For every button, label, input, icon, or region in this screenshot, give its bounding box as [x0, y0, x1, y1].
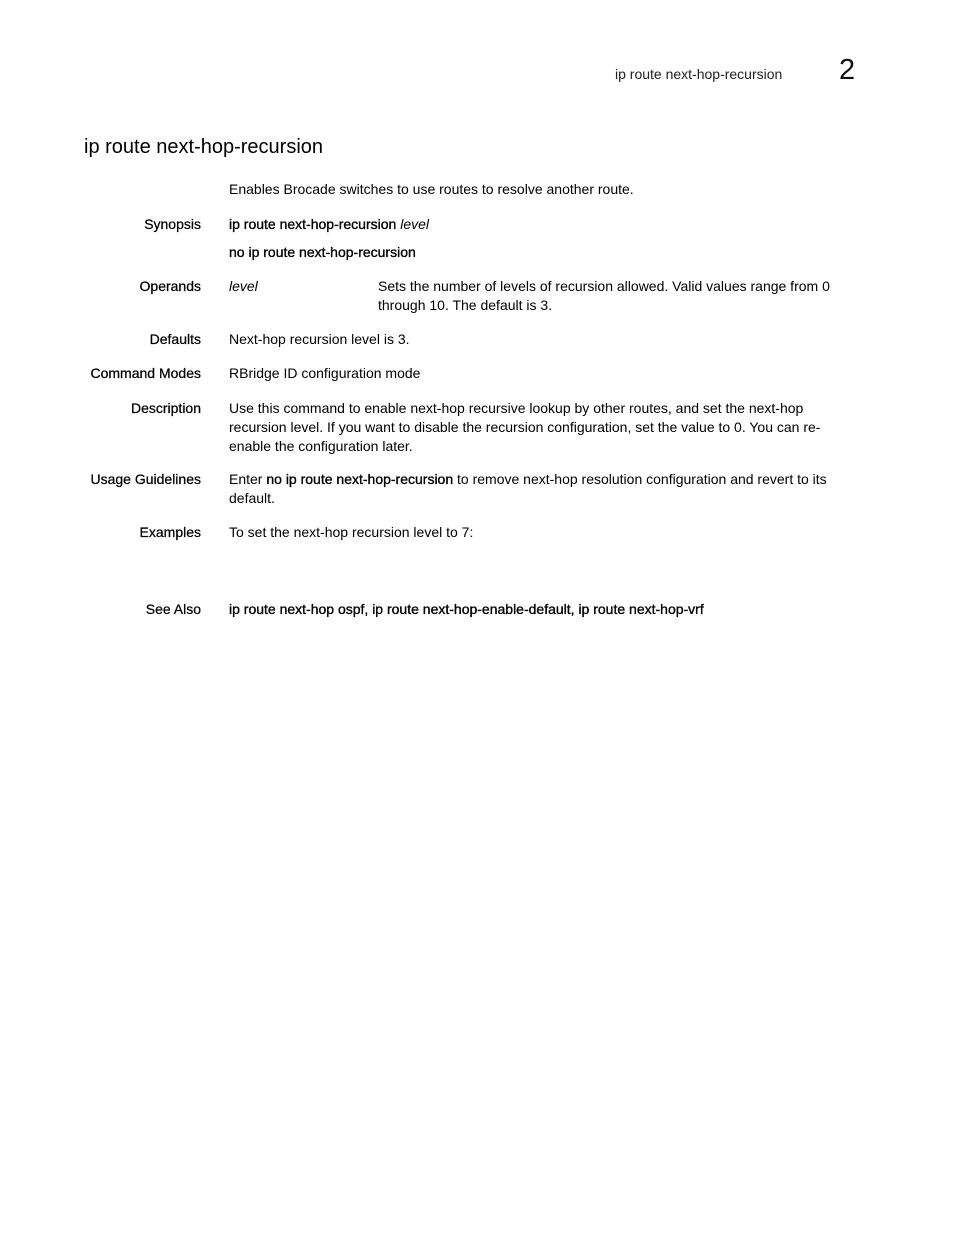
see-also-label: See Also	[145, 601, 201, 617]
synopsis-label: Synopsis	[144, 216, 201, 232]
usage-guidelines-label: Usage Guidelines	[90, 471, 201, 487]
synopsis-param: level	[400, 216, 429, 232]
command-modes-label: Command Modes	[90, 365, 201, 381]
operands-label: Operands	[139, 278, 201, 294]
defaults-label: Defaults	[149, 331, 201, 347]
intro-text: Enables Brocade switches to use routes to resolve another route.	[229, 181, 634, 197]
synopsis-command: ip route next-hop-recursion	[229, 216, 397, 232]
operand-name: level	[229, 278, 258, 294]
usage-guidelines-text	[229, 470, 869, 508]
description-text: Use this command to enable next-hop recursive lookup by other routes, and set the next-hop recursion level. If you want to disable the recursion configuration, set the value to 0. You can re-enable the configuration later.	[229, 400, 821, 454]
description-label: Description	[130, 400, 201, 416]
examples-text: To set the next-hop recursion level to 7:	[229, 524, 474, 540]
usage-command: no ip route next-hop-recursion	[266, 471, 454, 487]
see-also-links: ip route next-hop ospf, ip route next-hop-enable-default, ip route next-hop-vrf	[229, 601, 704, 617]
examples-label: Examples	[139, 524, 201, 540]
usage-suffix: to remove next-hop resolution configuration and revert to its default.	[229, 471, 827, 506]
running-header: ip route next-hop-recursion	[615, 66, 783, 82]
defaults-text: Next-hop recursion level is 3.	[229, 331, 410, 347]
operand-description: Sets the number of levels of recursion allowed. Valid values range from 0 through 10. The default is 3.	[378, 278, 830, 313]
synopsis-line-2: no ip route next-hop-recursion	[229, 244, 416, 260]
page-title: ip route next-hop-recursion	[84, 136, 324, 158]
usage-prefix: Enter	[229, 471, 267, 487]
synopsis-line-1	[229, 215, 869, 234]
command-modes-text: RBridge ID configuration mode	[229, 365, 421, 381]
chapter-number: 2	[839, 54, 856, 86]
